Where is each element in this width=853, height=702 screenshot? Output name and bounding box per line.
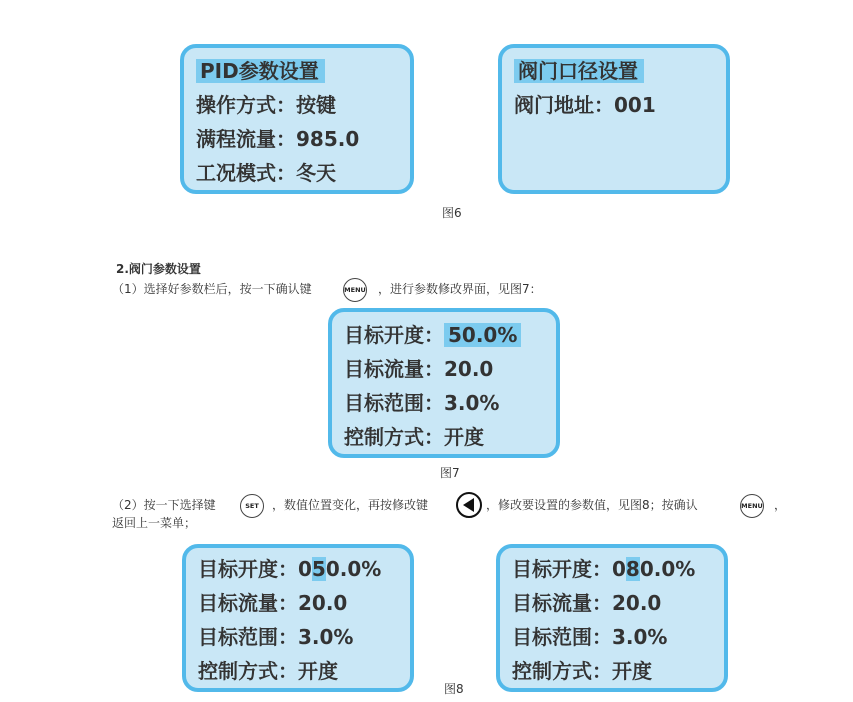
fig6-left-screen: [180, 44, 414, 194]
step2-text-3: ，修改要设置的参数值，见图8；按确认: [486, 498, 698, 512]
screen-line-target-opening: 目标开度： 50.0%: [344, 320, 521, 350]
step2-text-1: （2）按一下选择键: [112, 498, 216, 512]
section-heading: 2.阀门参数设置: [116, 262, 201, 276]
step1-text-before: （1）选择好参数栏后，按一下确认键: [112, 282, 312, 296]
screen-title: PID参数设置: [196, 56, 325, 86]
menu-key-icon-2: MENU: [740, 494, 764, 518]
step2-text-line2: 返回上一菜单；: [112, 516, 197, 530]
screen-line: 阀门地址：001: [514, 93, 656, 117]
screen-line: 操作方式：按键: [196, 93, 336, 117]
left-triangle-glyph: [458, 494, 480, 516]
set-key-icon: SET: [240, 494, 264, 518]
edit-cursor: 8: [625, 557, 640, 581]
step2-text-4: ，: [774, 498, 787, 512]
screen-line: 目标范围：3.0%: [512, 625, 668, 649]
screen-line: 工况模式：冬天: [196, 161, 336, 185]
fig7-screen: [328, 308, 560, 458]
screen-line: 满程流量：985.0: [196, 127, 360, 151]
screen-line: 目标范围：3.0%: [198, 625, 354, 649]
screen-line: 控制方式：开度: [198, 659, 338, 683]
step1-text-after: ，进行参数修改界面，见图7：: [378, 282, 542, 296]
edit-cursor: 5: [311, 557, 326, 581]
left-triangle-icon: [456, 492, 482, 518]
screen-line-target-opening: 目标开度：080.0%: [512, 557, 696, 581]
fig6-right-screen: [498, 44, 730, 194]
fig8-caption: 图8: [444, 682, 464, 696]
screen-line-target-flow: 目标流量：20.0: [344, 357, 494, 381]
screen-line: 目标流量：20.0: [198, 591, 348, 615]
screen-title: 阀门口径设置: [514, 56, 644, 86]
step2-text-2: ，数值位置变化，再按修改键: [272, 498, 429, 512]
fig8-left-screen: [182, 544, 414, 692]
fig8-right-screen: [496, 544, 728, 692]
screen-line-target-opening: 目标开度：050.0%: [198, 557, 382, 581]
menu-key-icon: MENU: [343, 278, 367, 302]
screen-line-control-mode: 控制方式：开度: [344, 425, 484, 449]
screen-line: 目标流量：20.0: [512, 591, 662, 615]
fig7-caption: 图7: [440, 466, 460, 480]
screen-line-target-range: 目标范围：3.0%: [344, 391, 500, 415]
screen-line: 控制方式：开度: [512, 659, 652, 683]
fig6-caption: 图6: [442, 206, 462, 220]
